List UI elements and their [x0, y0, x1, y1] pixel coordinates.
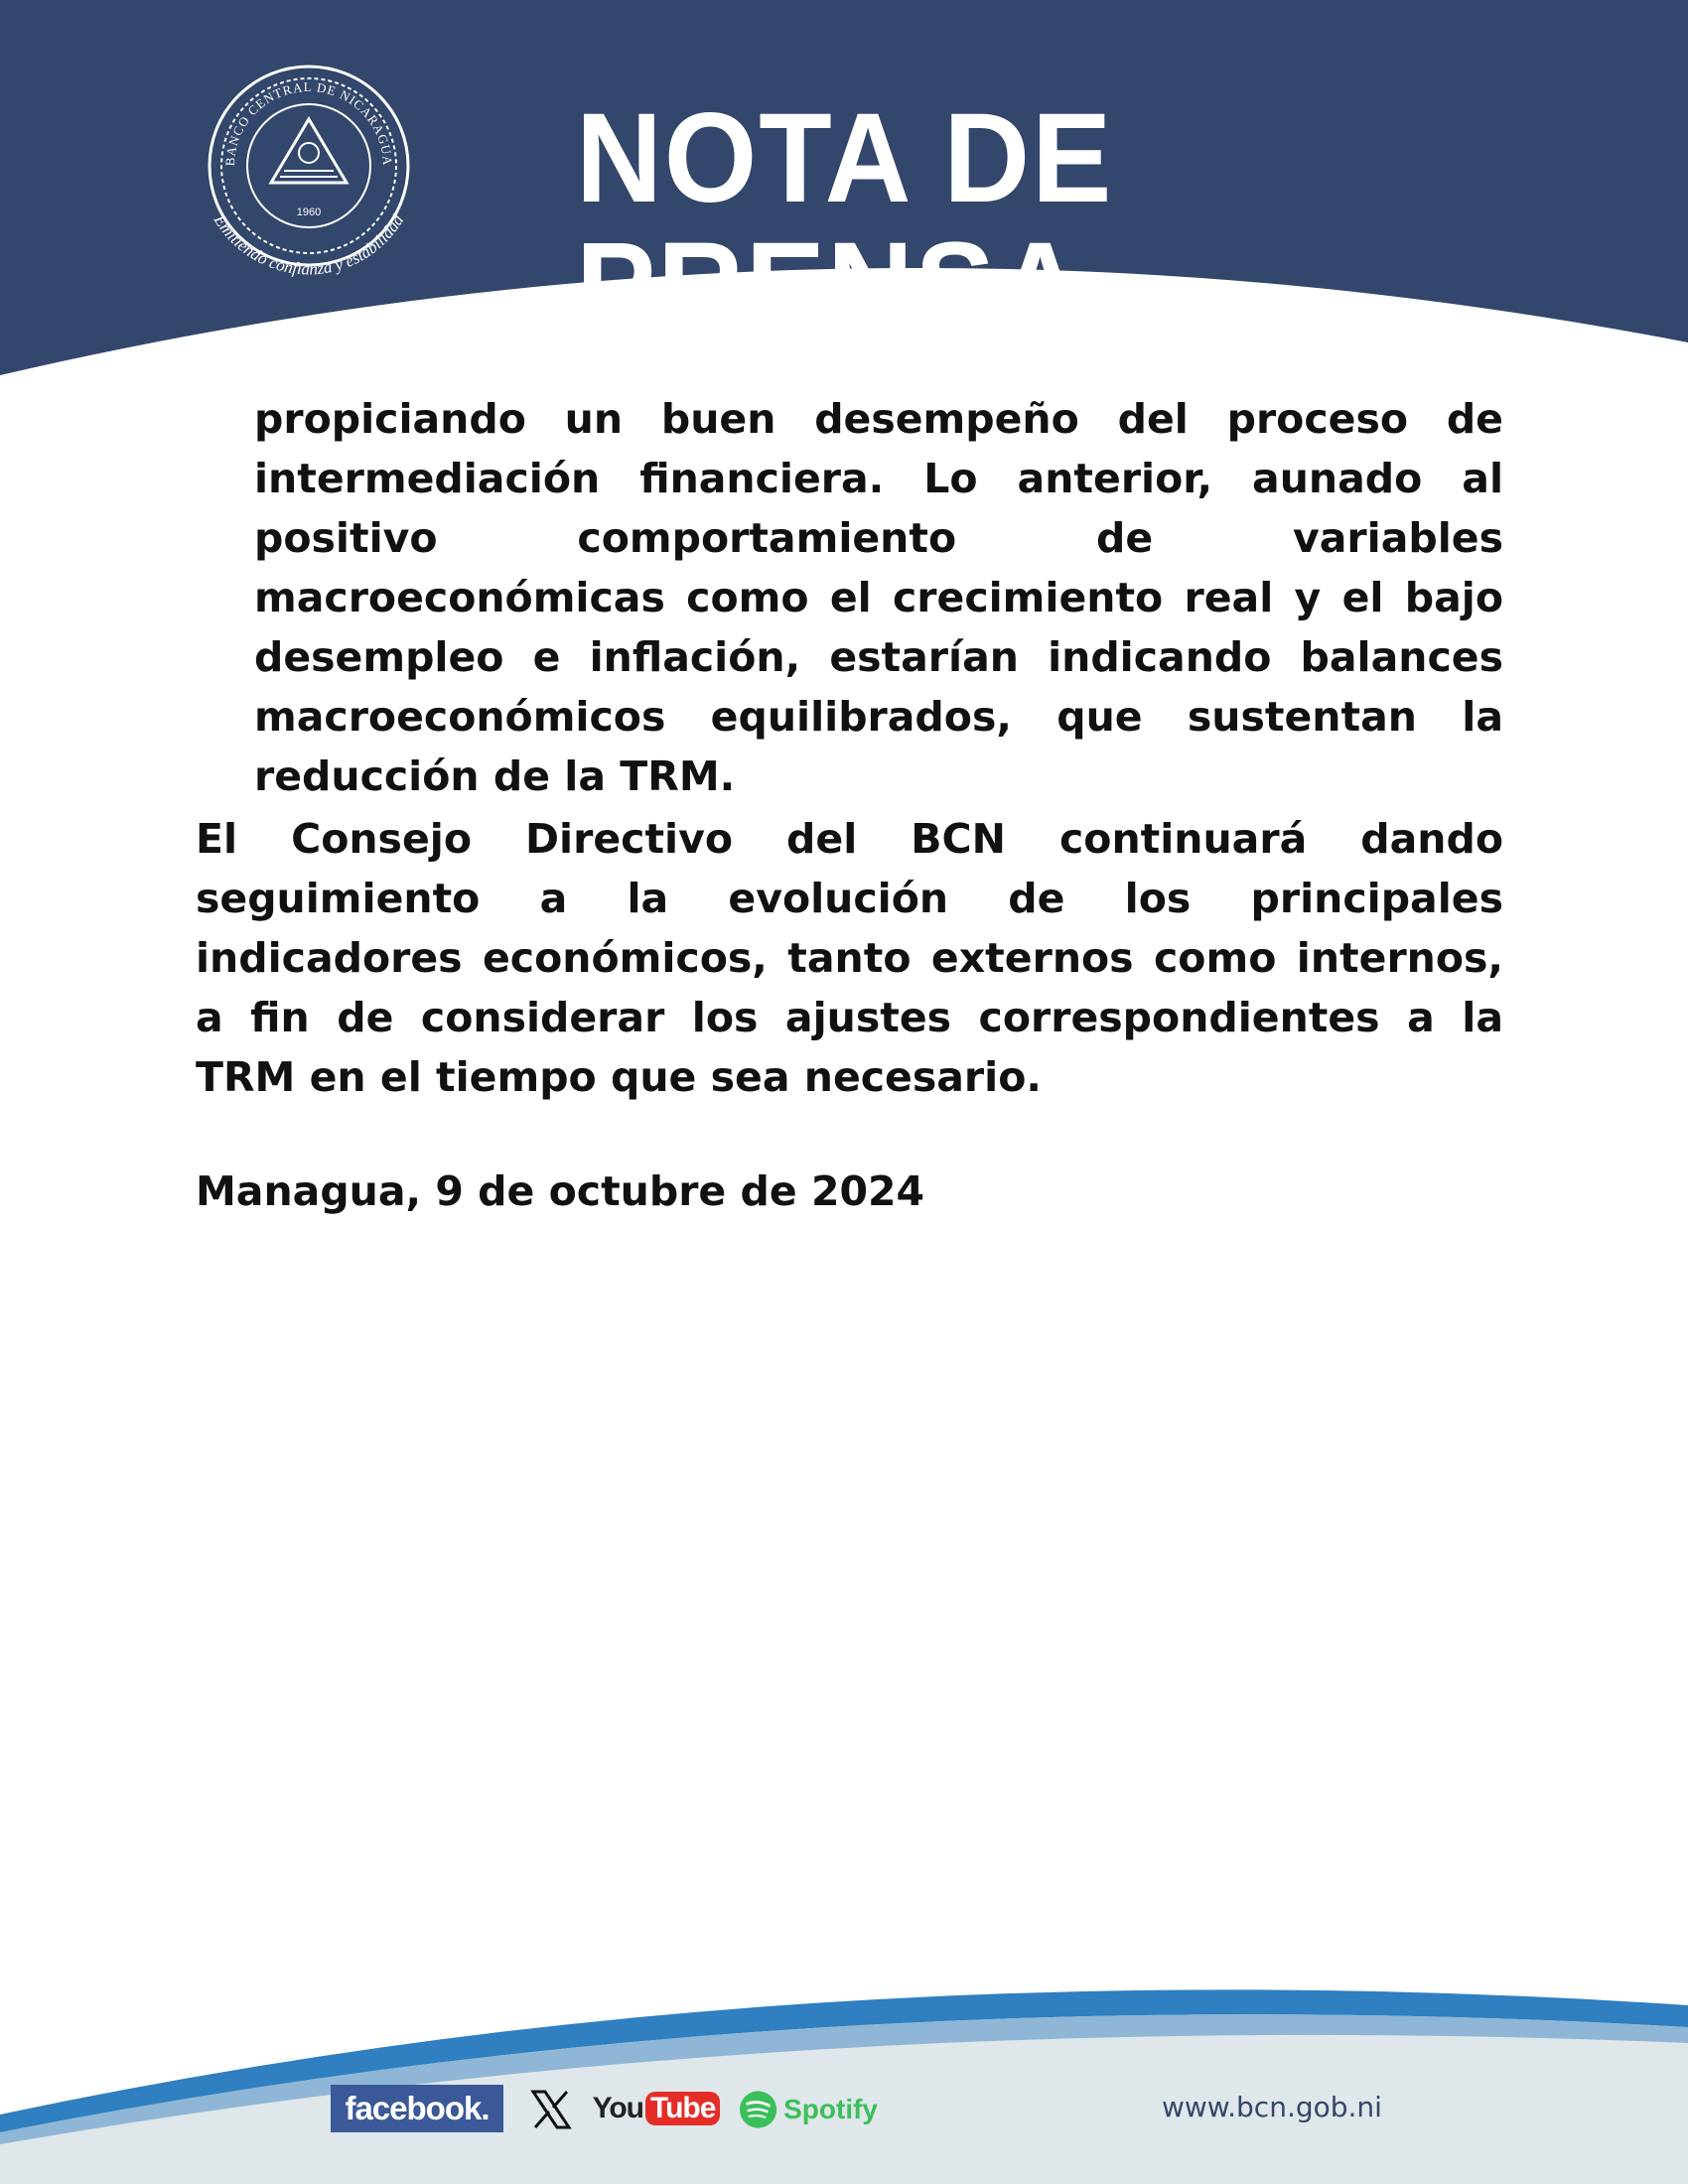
youtube-tube-text: Tube	[645, 2092, 720, 2125]
x-link[interactable]	[526, 2085, 576, 2134]
paragraph-continuation: propiciando un buen desempeño del proceso de intermediación financiera. Lo anterior, aunado al positivo comportamiento de variables macroeconómicas como el crecimiento real y el bajo desempleo e inflación, estarían indicando balances macroeconómicos equilibrados, que sustentan la reducción de la TRM.	[254, 395, 1503, 800]
spotify-icon	[739, 2090, 777, 2129]
spotify-link[interactable]	[739, 2085, 878, 2134]
paragraph-consejo-directivo: El Consejo Directivo del BCN continuará dando seguimiento a la evolución de los principales indicadores económicos, tanto externos como internos, a fin de considerar los ajustes correspondientes a la TRM en el tiempo que sea necesario.	[196, 815, 1503, 1101]
footer-banner	[0, 1966, 1688, 2184]
svg-text:Emitiendo confianza y estabili: Emitiendo confianza y estabilidad	[210, 210, 408, 279]
youtube-you-text: You	[592, 2092, 643, 2124]
facebook-link[interactable]: facebook.	[331, 2085, 503, 2132]
svg-text:1960: 1960	[296, 206, 322, 218]
x-icon	[529, 2088, 573, 2131]
page-title: NOTA DE PRENSA	[576, 87, 1114, 358]
dateline: Managua, 9 de octubre de 2024	[196, 1167, 925, 1215]
spotify-label: Spotify	[783, 2094, 878, 2124]
youtube-link[interactable]	[592, 2085, 716, 2132]
website-link[interactable]: www.bcn.gob.ni	[1162, 2091, 1382, 2123]
bcn-seal-logo	[195, 52, 423, 280]
svg-text:BANCO CENTRAL DE NICARAGUA: BANCO CENTRAL DE NICARAGUA	[221, 78, 396, 167]
